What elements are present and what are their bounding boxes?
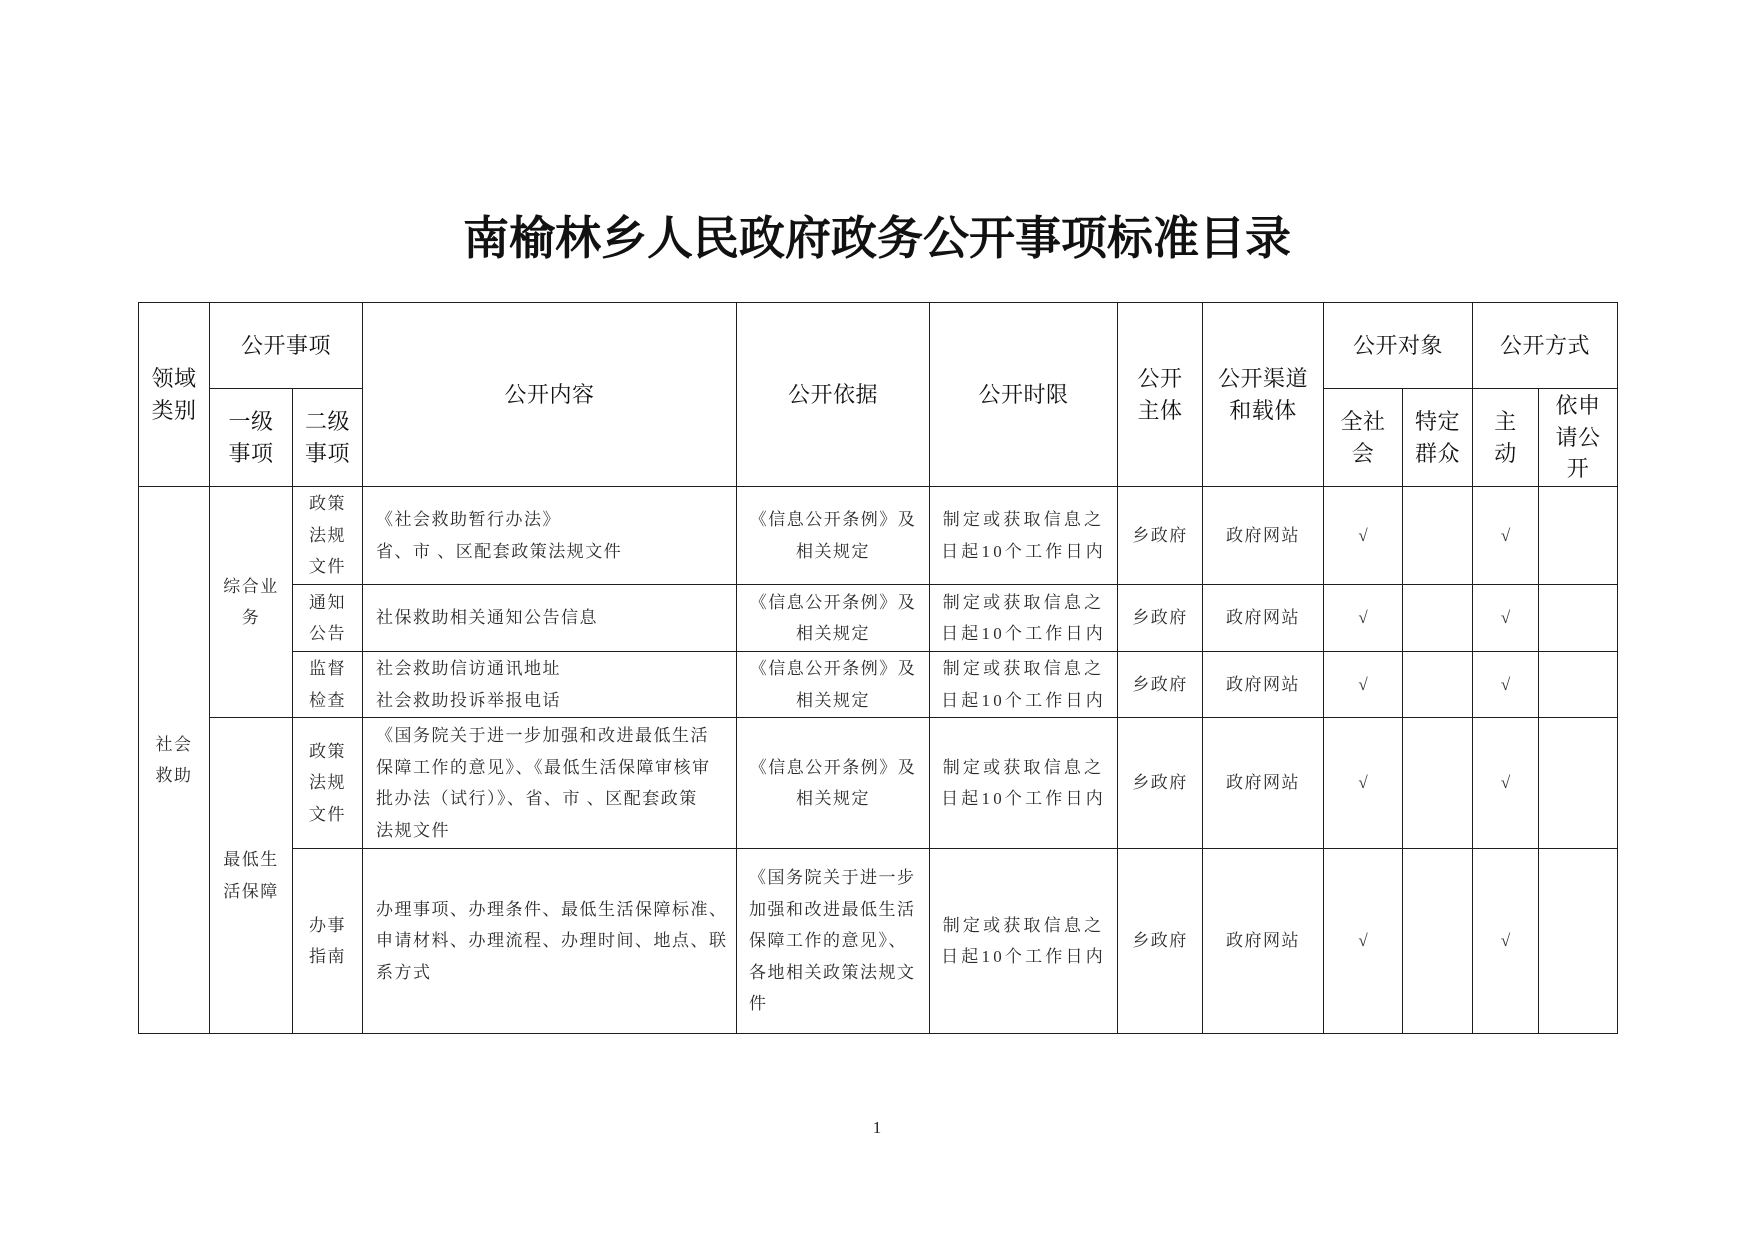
content-cell: 办理事项、办理条件、最低生活保障标准、 申请材料、办理流程、办理时间、地点、联 系方式 <box>363 849 737 1034</box>
level2-cell: 政策 法规 文件 <box>293 718 363 849</box>
header-public-items: 公开事项 <box>210 303 363 389</box>
audience-specific-cell <box>1403 487 1473 585</box>
level2-cell: 政策 法规 文件 <box>293 487 363 585</box>
header-mode-on-request: 依申 请公 开 <box>1539 389 1618 487</box>
mode-active-check: √ <box>1473 585 1539 652</box>
header-mode-active: 主 动 <box>1473 389 1539 487</box>
publisher-cell: 乡政府 <box>1118 585 1203 652</box>
level2-cell: 监督 检查 <box>293 652 363 718</box>
level1-cell: 综合业 务 <box>210 487 293 718</box>
content-cell: 《社会救助暂行办法》 省、市 、区配套政策法规文件 <box>363 487 737 585</box>
header-mode: 公开方式 <box>1473 303 1618 389</box>
time-limit-cell: 制定或获取信息之 日起10个工作日内 <box>930 487 1118 585</box>
mode-active-check: √ <box>1473 718 1539 849</box>
mode-request-cell <box>1539 718 1618 849</box>
table-row <box>139 718 1618 849</box>
header-time-limit: 公开时限 <box>930 303 1118 487</box>
time-limit-cell: 制定或获取信息之 日起10个工作日内 <box>930 652 1118 718</box>
level1-cell: 最低生 活保障 <box>210 718 293 1034</box>
content-cell: 《国务院关于进一步加强和改进最低生活 保障工作的意见》、《最低生活保障审核审 批办法（试行）》、省、市 、区配套政策 法规文件 <box>363 718 737 849</box>
channel-cell: 政府网站 <box>1203 652 1324 718</box>
header-row-top <box>139 303 1618 389</box>
basis-cell: 《信息公开条例》及 相关规定 <box>737 652 930 718</box>
mode-active-check: √ <box>1473 487 1539 585</box>
audience-public-check: √ <box>1324 718 1403 849</box>
content-cell: 社保救助相关通知公告信息 <box>363 585 737 652</box>
basis-cell: 《信息公开条例》及 相关规定 <box>737 487 930 585</box>
page-number: 1 <box>872 1118 882 1137</box>
table-row <box>139 652 1618 718</box>
header-audience-public: 全社 会 <box>1324 389 1403 487</box>
audience-specific-cell <box>1403 652 1473 718</box>
audience-public-check: √ <box>1324 585 1403 652</box>
level2-cell: 通知 公告 <box>293 585 363 652</box>
mode-active-check: √ <box>1473 849 1539 1034</box>
header-level2-item: 二级 事项 <box>293 389 363 487</box>
publisher-cell: 乡政府 <box>1118 718 1203 849</box>
audience-public-check: √ <box>1324 849 1403 1034</box>
header-content: 公开内容 <box>363 303 737 487</box>
header-channel: 公开渠道 和载体 <box>1203 303 1324 487</box>
basis-cell: 《国务院关于进一步 加强和改进最低生活 保障工作的意见》、 各地相关政策法规文 件 <box>737 849 930 1034</box>
mode-request-cell <box>1539 487 1618 585</box>
header-publisher: 公开 主体 <box>1118 303 1203 487</box>
audience-specific-cell <box>1403 718 1473 849</box>
channel-cell: 政府网站 <box>1203 585 1324 652</box>
mode-request-cell <box>1539 585 1618 652</box>
audience-public-check: √ <box>1324 487 1403 585</box>
audience-specific-cell <box>1403 849 1473 1034</box>
header-domain-category: 领域 类别 <box>139 303 210 487</box>
time-limit-cell: 制定或获取信息之 日起10个工作日内 <box>930 718 1118 849</box>
level2-cell: 办事 指南 <box>293 849 363 1034</box>
publisher-cell: 乡政府 <box>1118 849 1203 1034</box>
domain-cell: 社会 救助 <box>139 487 210 1034</box>
header-level1-item: 一级 事项 <box>210 389 293 487</box>
mode-request-cell <box>1539 652 1618 718</box>
basis-cell: 《信息公开条例》及 相关规定 <box>737 585 930 652</box>
basis-cell: 《信息公开条例》及 相关规定 <box>737 718 930 849</box>
document-title: 南榆林乡人民政府政务公开事项标准目录 <box>463 213 1291 264</box>
header-audience: 公开对象 <box>1324 303 1473 389</box>
header-audience-specific: 特定 群众 <box>1403 389 1473 487</box>
time-limit-cell: 制定或获取信息之 日起10个工作日内 <box>930 849 1118 1034</box>
table-row <box>139 487 1618 585</box>
channel-cell: 政府网站 <box>1203 718 1324 849</box>
mode-request-cell <box>1539 849 1618 1034</box>
audience-public-check: √ <box>1324 652 1403 718</box>
mode-active-check: √ <box>1473 652 1539 718</box>
catalog-table <box>138 302 1618 1034</box>
audience-specific-cell <box>1403 585 1473 652</box>
content-cell: 社会救助信访通讯地址 社会救助投诉举报电话 <box>363 652 737 718</box>
channel-cell: 政府网站 <box>1203 487 1324 585</box>
header-basis: 公开依据 <box>737 303 930 487</box>
table-row <box>139 585 1618 652</box>
publisher-cell: 乡政府 <box>1118 652 1203 718</box>
publisher-cell: 乡政府 <box>1118 487 1203 585</box>
table-row <box>139 849 1618 1034</box>
time-limit-cell: 制定或获取信息之 日起10个工作日内 <box>930 585 1118 652</box>
channel-cell: 政府网站 <box>1203 849 1324 1034</box>
